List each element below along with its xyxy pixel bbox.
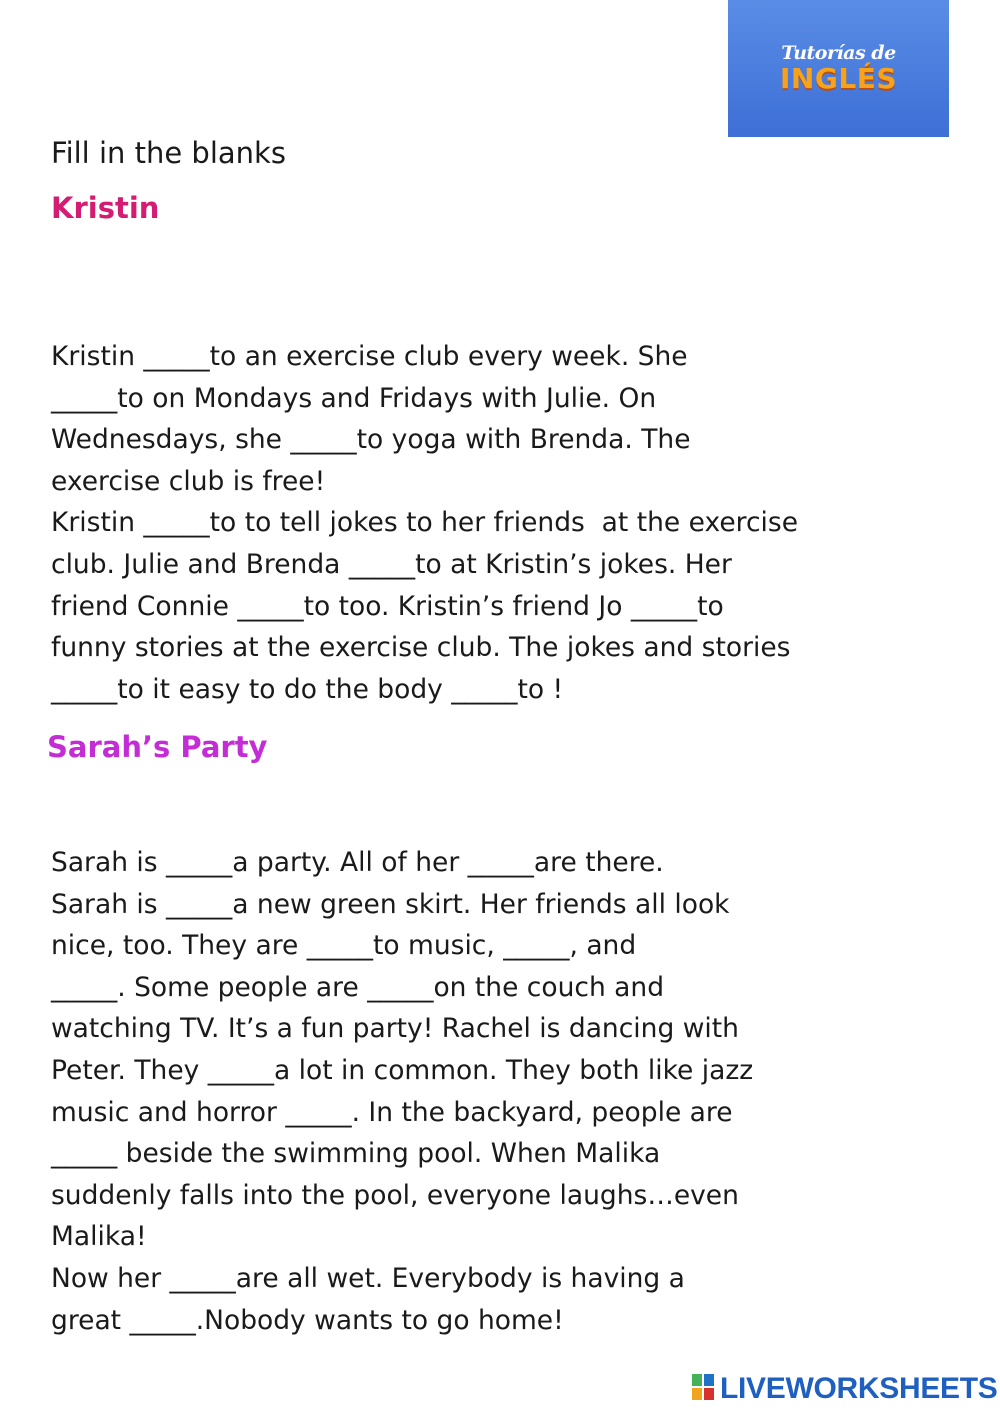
text-line: Sarah is _____a party. All of her _____are there. [51, 847, 664, 878]
text-line: Sarah is _____a new green skirt. Her friends all look [51, 888, 730, 920]
text-line: friend Connie _____to too. Kristin’s friend Jo _____to [51, 590, 724, 622]
text-line: _____ beside the swimming pool. When Malika [51, 1138, 661, 1170]
text-line: music and horror _____. In the backyard, people are [51, 1096, 733, 1128]
text-line: club. Julie and Brenda _____to at Kristin’s jokes. Her [51, 548, 732, 580]
worksheet-heading: Fill in the blanks [51, 136, 286, 170]
section-title-kristin: Kristin [51, 191, 160, 225]
brand-logo [728, 0, 949, 137]
text-line: _____to it easy to do the body _____to ! [51, 673, 564, 705]
text-line: funny stories at the exercise club. The jokes and stories [51, 632, 791, 664]
logo-text-top: Tutorías de [781, 42, 896, 64]
kristin-paragraph [51, 336, 951, 710]
text-line: Wednesdays, she _____to yoga with Brenda. The [51, 424, 691, 456]
text-line: Malika! [51, 1221, 147, 1253]
text-line: exercise club is free! [51, 465, 326, 497]
text-line: great _____.Nobody wants to go home! [51, 1304, 564, 1336]
watermark-text: LIVEWORKSHEETS [720, 1372, 998, 1405]
liveworksheets-logo-icon [692, 1374, 716, 1404]
text-line: Kristin _____to an exercise club every week. She [51, 341, 688, 372]
text-line: suddenly falls into the pool, everyone laughs…even [51, 1179, 739, 1211]
text-line: Kristin _____to to tell jokes to her friends at the exercise [51, 507, 799, 539]
text-line: _____. Some people are _____on the couch and [51, 971, 665, 1003]
sarah-paragraph [51, 842, 951, 1341]
text-line: _____to on Mondays and Fridays with Julie. On [51, 382, 657, 414]
text-line: nice, too. They are _____to music, _____, and [51, 930, 637, 962]
text-line: Now her _____are all wet. Everybody is having a [51, 1262, 685, 1294]
logo-text-bottom: INGLÉS [780, 62, 897, 95]
section-title-sarahs-party: Sarah’s Party [47, 730, 268, 764]
liveworksheets-watermark [692, 1372, 998, 1406]
text-line: Peter. They _____a lot in common. They both like jazz [51, 1054, 754, 1086]
text-line: watching TV. It’s a fun party! Rachel is dancing with [51, 1013, 739, 1045]
